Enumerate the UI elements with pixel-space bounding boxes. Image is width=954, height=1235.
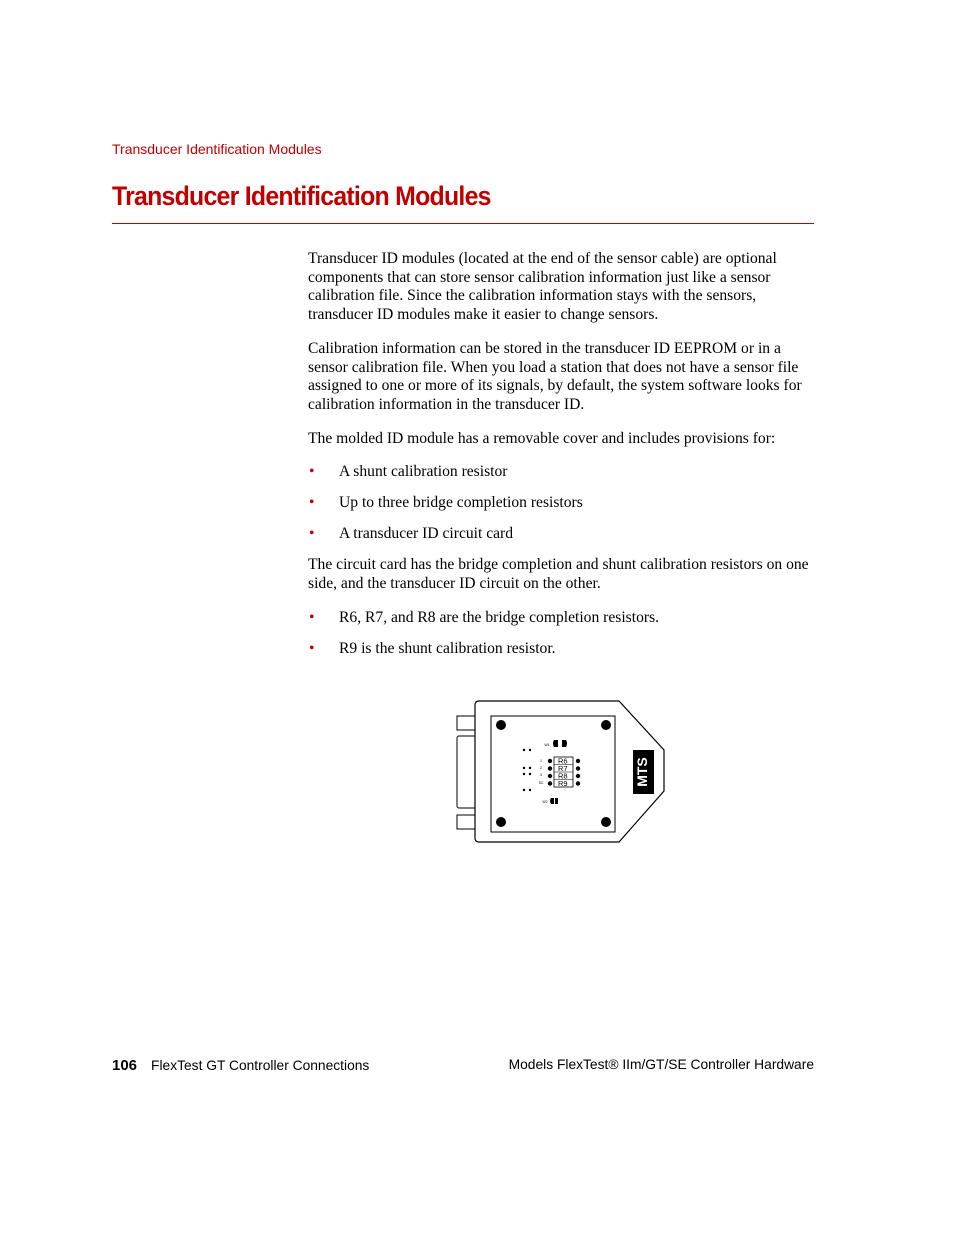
bullet-icon: • [309,463,315,481]
pin-label: 1 [540,759,542,763]
resistor-label-r7: R7 [558,764,568,773]
title-rule [112,223,814,224]
jumper-label-w1: W1 [544,743,550,747]
page-number: 106 [112,1057,138,1074]
list-item: • R6, R7, and R8 are the bridge completion resistors. [309,608,660,626]
paragraph: The circuit card has the bridge completion and shunt calibration resistors on one side, and the transducer ID circuit on the other. [308,556,809,593]
resistor-label-r6: R6 [558,756,568,766]
list-item: • Up to three bridge completion resistors [309,494,583,512]
resistor-label-r8: R8 [558,771,568,781]
footer-manual-title: Models FlexTest® IIm/GT/SE Controller Hardware [508,1057,814,1072]
resistor-label-r9: R9 [558,779,568,788]
pin-label: 3 [540,773,542,777]
running-head: Transducer Identification Modules [112,141,322,157]
bullet-icon: • [309,525,315,543]
bullet-list-resistors [308,609,818,659]
footer-section: FlexTest GT Controller Connections [151,1058,370,1073]
paragraph: Transducer ID modules (located at the end of the sensor cable) are optional components that can store sensor calibration information just like a sensor calibration file. Since the calibration information stays with the sensors, transducer ID modules make it easier to change sensors. [308,250,777,324]
paragraph: Calibration information can be stored in the transducer ID EEPROM or in a sensor calibration file. When you load a station that does not have a sensor file assigned to one or more of its signals, by default, the system software looks for calibration information in the transducer ID. [308,339,802,413]
footer-left [112,1057,369,1074]
transducer-id-module-figure [455,698,669,845]
mts-logo: MTS [634,757,651,787]
pin-label: 2 [540,766,542,770]
bullet-list-provisions [308,463,818,544]
jumper-label-w2: W2 [542,800,548,804]
list-item: • A transducer ID circuit card [309,525,514,543]
page-title: Transducer Identification Modules [112,181,491,211]
pin-label: SC [538,781,544,785]
list-item: • A shunt calibration resistor [309,463,508,481]
list-item: • R9 is the shunt calibration resistor. [309,639,556,657]
paragraph: The molded ID module has a removable cover and includes provisions for: [308,429,776,447]
body-text [308,250,818,671]
bullet-icon: • [309,608,315,626]
bullet-icon: • [309,639,315,657]
bullet-icon: • [309,494,315,512]
